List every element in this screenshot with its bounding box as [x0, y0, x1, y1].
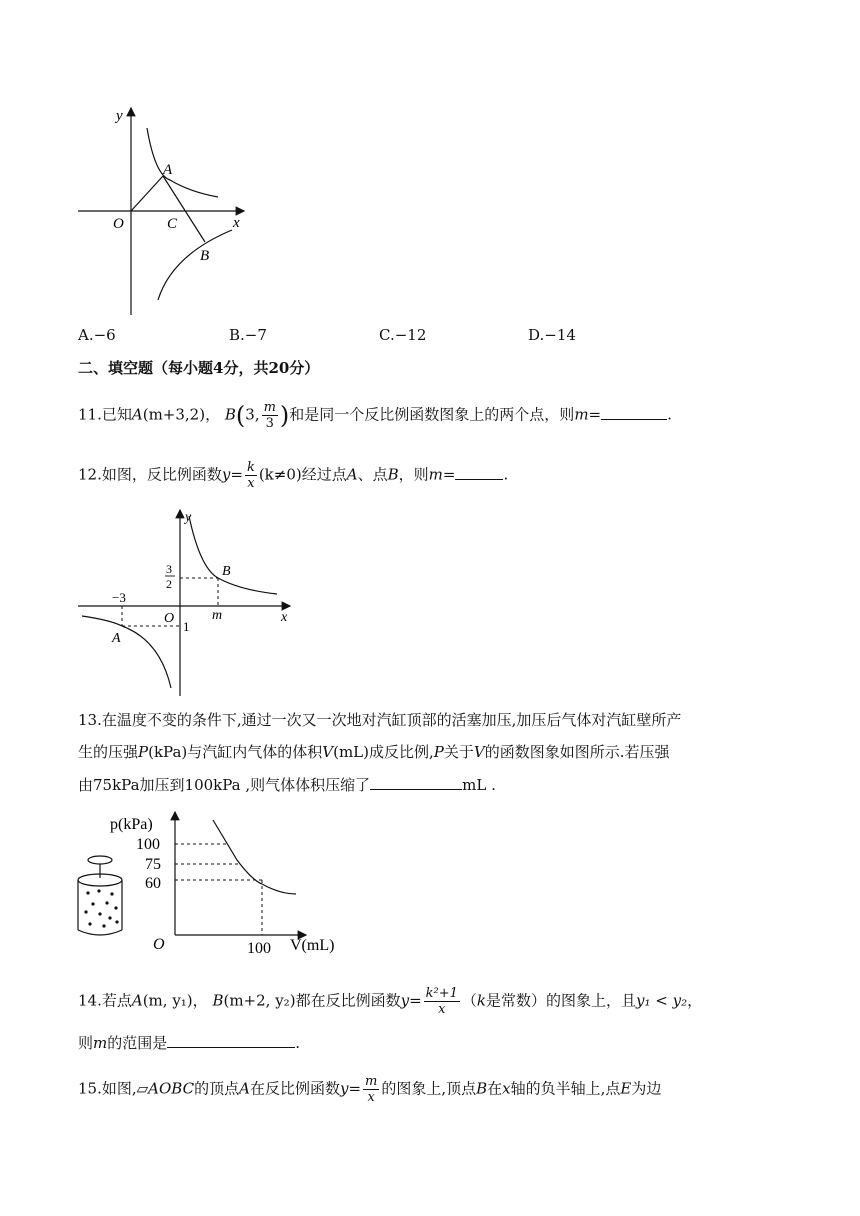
question-15: 15.如图,▱AOBC的顶点A在反比例函数y= $\frac{m}{x}$ 的图象上,顶点B在x轴的负半轴上,点E为边	[78, 1074, 662, 1105]
label-O: O	[113, 216, 124, 232]
question-13-line-3: 由75kPa加压到100kPa ,则气体体积压缩了 mL .	[78, 772, 496, 797]
label-neg3: −3	[112, 590, 126, 605]
segment-OA	[131, 176, 163, 211]
label-A: A	[112, 631, 121, 646]
third-quadrant-branch	[82, 616, 171, 688]
fraction-k-over-x: $\frac{k}{x}$	[246, 460, 255, 491]
answer-blank-11[interactable]	[601, 402, 667, 420]
label-1: 1	[183, 619, 190, 634]
label-m: m	[212, 608, 223, 623]
figure-1-hyperbola	[70, 100, 260, 320]
inverse-curve	[213, 820, 296, 894]
first-quadrant-branch	[189, 516, 277, 594]
question-12: 12.如图，反比例函数y= $\frac{k}{x}$ (k≠0)经过点A、点B，则m= .	[78, 460, 509, 491]
figure-3-pressure-volume	[70, 805, 360, 955]
choice-d: D.−14	[528, 326, 576, 344]
label-y: y	[185, 510, 192, 525]
label-A: A	[163, 162, 173, 178]
choice-b: B.−7	[229, 326, 267, 344]
question-11: 11.已知A(m+3,2)， B(3, $\frac{m}{3}$ )和是同一个反比例函数图象上的两个点，则m= .	[78, 400, 672, 431]
question-13-line-1: 13.在温度不变的条件下,通过一次又一次地对汽缸顶部的活塞加压,加压后气体对汽缸壁所产	[78, 711, 682, 729]
label-x: x	[281, 610, 288, 625]
tick-75: 75	[145, 856, 161, 873]
fraction-m-over-3: $\frac{m}{3}$	[263, 400, 276, 431]
x-axis-label: V(mL)	[290, 937, 335, 954]
figure-2-hyperbola	[70, 505, 300, 700]
choice-a: A.−6	[78, 326, 116, 344]
segment-AB	[163, 176, 205, 242]
question-14-line-2: 则m的范围是 .	[78, 1030, 300, 1055]
tick-x-100: 100	[247, 940, 271, 955]
tick-60: 60	[145, 875, 161, 892]
answer-blank-14[interactable]	[167, 1030, 295, 1048]
label-C: C	[167, 216, 178, 232]
label-B: B	[200, 248, 210, 264]
tick-100: 100	[136, 836, 160, 853]
fraction-m-over-x: $\frac{m}{x}$	[365, 1074, 378, 1105]
section-title: 二、填空题（每小题4分，共20分）	[78, 359, 320, 377]
fraction-k2plus1-over-x: $\frac{\text{k²+1}}{x}$	[425, 986, 458, 1017]
label-x: x	[233, 215, 240, 231]
upper-branch	[147, 128, 218, 197]
label-B: B	[222, 564, 231, 579]
lower-branch	[158, 230, 232, 300]
label-2: 2	[166, 577, 172, 591]
question-13-line-2: 生的压强P(kPa)与汽缸内气体的体积V(mL)成反比例,P关于V的函数图象如图所示.若压强	[78, 743, 670, 761]
label-O: O	[153, 936, 165, 953]
question-14-line-1: 14.若点A(m, y₁)， B(m+2, y₂)都在反比例函数y= $\frac{\text{k²+1}}{x}$ （k是常数）的图象上，且y₁ < y₂，	[78, 986, 703, 1017]
answer-blank-12[interactable]	[455, 462, 503, 480]
answer-blank-13[interactable]	[370, 772, 462, 790]
label-3: 3	[166, 562, 172, 576]
choice-c: C.−12	[379, 326, 427, 344]
label-O: O	[164, 611, 175, 626]
label-y: y	[116, 108, 123, 124]
cylinder-icon	[78, 856, 122, 935]
y-axis-label: p(kPa)	[110, 816, 153, 833]
